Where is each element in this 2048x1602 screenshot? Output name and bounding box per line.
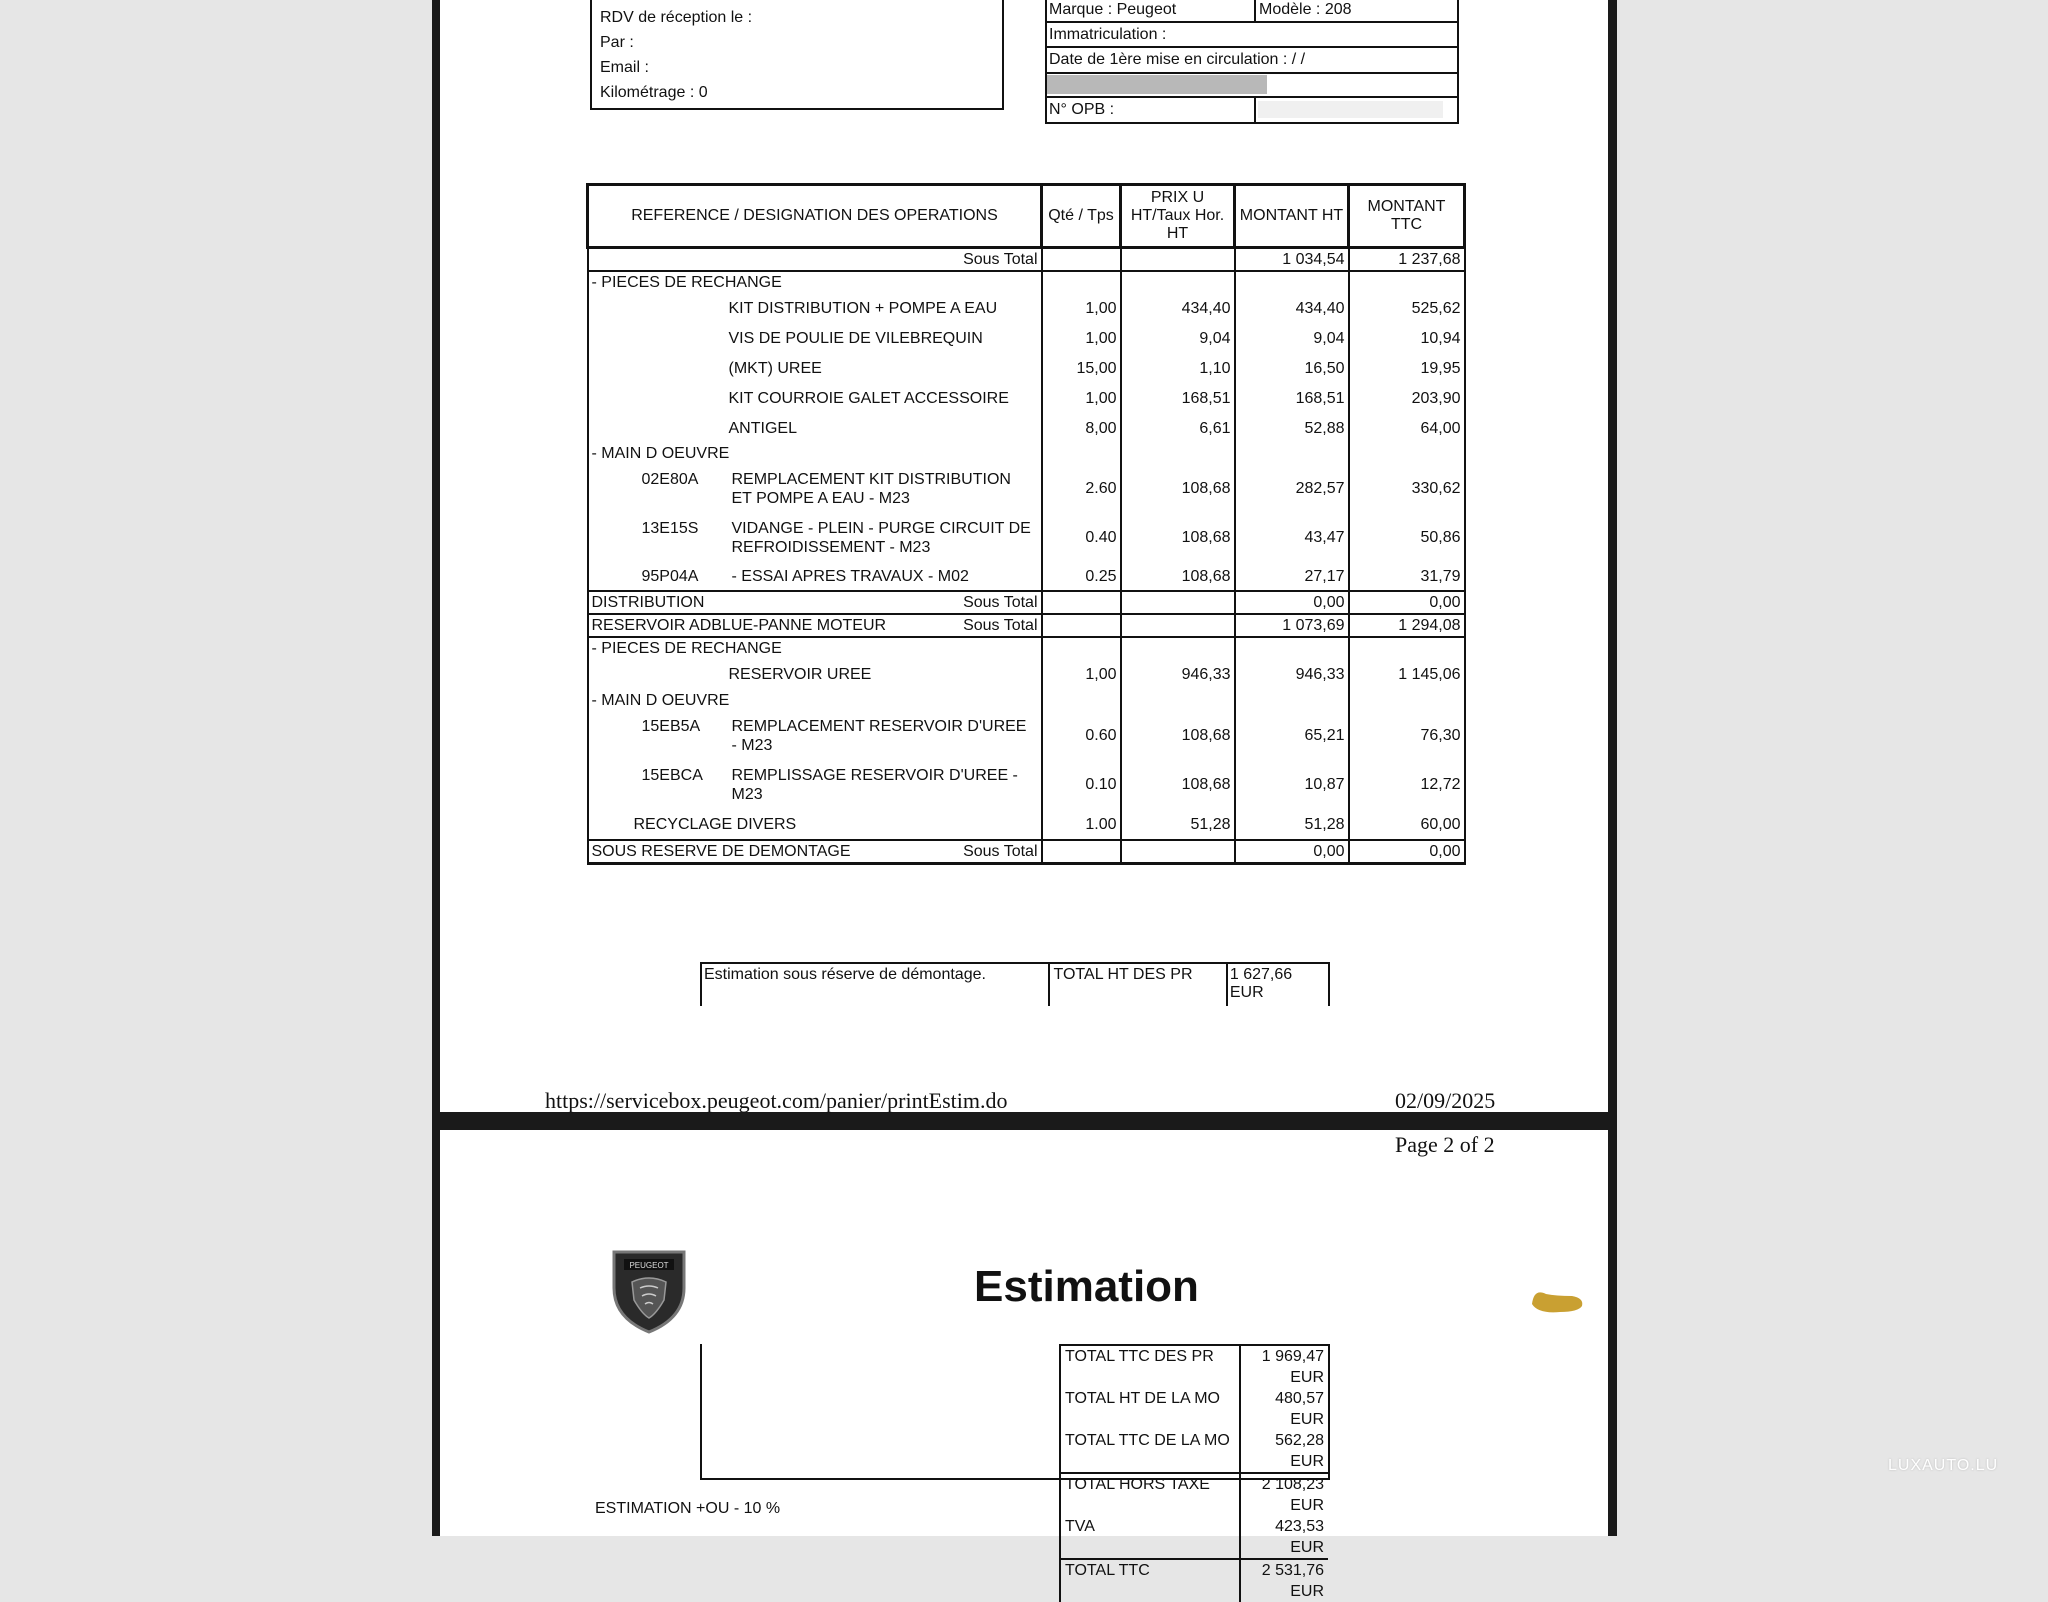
recyclage-ht: 51,28 [1235, 809, 1349, 840]
part-unit-price: 1,10 [1121, 353, 1235, 383]
labor-code: 15EBCA [641, 766, 703, 784]
part-ttc: 1 145,06 [1349, 659, 1465, 690]
total-ht-pr-value: 1 627,66 EUR [1229, 966, 1293, 1001]
part-name: VIS DE POULIE DE VILEBREQUIN [588, 323, 1042, 353]
recyclage-qty: 1.00 [1042, 809, 1121, 840]
section-label-row [588, 637, 1465, 659]
total-label: TOTAL HORS TAXE [1061, 1474, 1241, 1516]
part-ht: 434,40 [1235, 293, 1349, 323]
labor-qty: 0.10 [1042, 760, 1121, 809]
total-row [1061, 1388, 1328, 1430]
total-row [1061, 1516, 1328, 1558]
subtotal-label: Sous Total [963, 617, 1038, 634]
part-qty: 1,00 [1042, 293, 1121, 323]
total-value: 423,53 EUR [1275, 1518, 1324, 1556]
part-name: KIT COURROIE GALET ACCESSOIRE [588, 383, 1042, 413]
par-label: Par : [600, 34, 634, 51]
part-name: ANTIGEL [588, 413, 1042, 443]
adblue-ttc: 1 294,08 [1349, 614, 1465, 637]
subtotal-row [588, 591, 1465, 614]
part-qty: 8,00 [1042, 413, 1121, 443]
total-value: 1 969,47 EUR [1261, 1348, 1324, 1386]
subtotal-label: Sous Total [963, 594, 1038, 611]
table-row [588, 323, 1465, 353]
part-qty: 1,00 [1042, 323, 1121, 353]
part-ht: 16,50 [1235, 353, 1349, 383]
immatriculation-label: Immatriculation : [1047, 23, 1457, 48]
opb-redacted [1258, 101, 1443, 118]
labor-ttc: 12,72 [1349, 760, 1465, 809]
labor-ttc: 76,30 [1349, 711, 1465, 760]
pieces-label: - PIECES DE RECHANGE [588, 271, 1042, 293]
opb-label: N° OPB : [1047, 98, 1256, 122]
labor-code: 02E80A [641, 470, 699, 488]
table-row [588, 760, 1465, 809]
highlighter-mark [1526, 1282, 1588, 1318]
table-row [588, 562, 1465, 591]
header-qte: Qté / Tps [1042, 185, 1121, 248]
email-label: Email : [600, 59, 649, 76]
labor-ttc: 31,79 [1349, 562, 1465, 591]
table-row [588, 464, 1465, 513]
subtotal-ht: 1 034,54 [1235, 248, 1349, 272]
header-montant-ttc: MONTANT TTC [1349, 185, 1465, 248]
total-label: TOTAL TTC DE LA MO [1061, 1430, 1241, 1472]
part-ht: 168,51 [1235, 383, 1349, 413]
part-qty: 1,00 [1042, 659, 1121, 690]
part-ht: 52,88 [1235, 413, 1349, 443]
subtotal-label: Sous Total [963, 843, 1038, 860]
labor-rate: 108,68 [1121, 760, 1235, 809]
document-page-1 [440, 0, 1608, 1112]
subtotal-row [588, 840, 1465, 864]
labor-name: REMPLACEMENT RESERVOIR D'UREE - M23 [731, 717, 1027, 754]
vehicle-box [1045, 0, 1459, 124]
part-name: RESERVOIR UREE [588, 659, 1042, 690]
footer-date: 02/09/2025 [1395, 1088, 1496, 1113]
table-row [588, 413, 1465, 443]
total-row [1061, 1474, 1328, 1516]
section-label-row [588, 271, 1465, 293]
labor-ht: 43,47 [1235, 513, 1349, 562]
part-unit-price: 168,51 [1121, 383, 1235, 413]
labor-code: 13E15S [641, 519, 699, 537]
recyclage-name: RECYCLAGE DIVERS [588, 809, 1042, 840]
total-label: TOTAL HT DE LA MO [1061, 1388, 1241, 1430]
recyclage-ttc: 60,00 [1349, 809, 1465, 840]
part-unit-price: 9,04 [1121, 323, 1235, 353]
reception-box [590, 0, 1004, 110]
totals-box [700, 1344, 1330, 1600]
pieces-label: - PIECES DE RECHANGE [588, 637, 1042, 659]
adblue-ht: 1 073,69 [1235, 614, 1349, 637]
mo-label: - MAIN D OEUVRE [588, 690, 1042, 711]
mo-label: - MAIN D OEUVRE [588, 443, 1042, 464]
part-ht: 946,33 [1235, 659, 1349, 690]
reserve-label: SOUS RESERVE DE DEMONTAGE [591, 843, 851, 860]
marque-label: Marque : Peugeot [1047, 0, 1256, 21]
total-row [1061, 1430, 1328, 1472]
labor-qty: 2.60 [1042, 464, 1121, 513]
labor-rate: 108,68 [1121, 711, 1235, 760]
labor-rate: 108,68 [1121, 513, 1235, 562]
labor-name: REMPLISSAGE RESERVOIR D'UREE - M23 [731, 766, 1018, 803]
labor-qty: 0.60 [1042, 711, 1121, 760]
recyclage-rate: 51,28 [1121, 809, 1235, 840]
estimation-note: Estimation sous réserve de démontage. [702, 964, 1050, 1006]
estimation-summary-box [700, 962, 1330, 1006]
reserve-ttc: 0,00 [1349, 840, 1465, 864]
table-row [588, 353, 1465, 383]
labor-name: VIDANGE - PLEIN - PURGE CIRCUIT DE REFROIDISSEMENT - M23 [731, 519, 1031, 556]
part-ttc: 19,95 [1349, 353, 1465, 383]
table-row [588, 293, 1465, 323]
reserve-ht: 0,00 [1235, 840, 1349, 864]
totals-group-2 [1059, 1472, 1328, 1558]
subtotal-row [588, 248, 1465, 272]
date-circulation-label: Date de 1ère mise en circulation : / / [1047, 48, 1457, 74]
total-label: TOTAL TTC DES PR [1061, 1346, 1241, 1388]
total-row [1061, 1346, 1328, 1388]
labor-ttc: 330,62 [1349, 464, 1465, 513]
labor-qty: 0.40 [1042, 513, 1121, 562]
logo-text: PEUGEOT [629, 1261, 669, 1270]
estimation-margin-note: ESTIMATION +OU - 10 % [595, 1500, 781, 1517]
labor-rate: 108,68 [1121, 464, 1235, 513]
totals-group-1 [1059, 1344, 1328, 1472]
labor-code: 15EB5A [641, 717, 701, 735]
total-value: 480,57 EUR [1275, 1390, 1324, 1428]
section-label-row [588, 443, 1465, 464]
header-designation: REFERENCE / DESIGNATION DES OPERATIONS [588, 185, 1042, 248]
watermark: LUXAUTO.LU [1888, 1457, 1999, 1474]
total-ht-pr-label: TOTAL HT DES PR [1050, 964, 1228, 1006]
labor-name: - ESSAI APRES TRAVAUX - M02 [731, 567, 969, 585]
modele-label: Modèle : 208 [1259, 1, 1352, 18]
total-label: TOTAL TTC [1061, 1560, 1241, 1602]
labor-rate: 108,68 [1121, 562, 1235, 591]
part-qty: 15,00 [1042, 353, 1121, 383]
part-ht: 9,04 [1235, 323, 1349, 353]
labor-ht: 10,87 [1235, 760, 1349, 809]
total-value: 2 108,23 EUR [1261, 1476, 1324, 1514]
totals-group-3 [1059, 1558, 1328, 1602]
redacted-field [1047, 75, 1267, 94]
part-name: KIT DISTRIBUTION + POMPE A EAU [588, 293, 1042, 323]
labor-name: REMPLACEMENT KIT DISTRIBUTION ET POMPE A EAU - M23 [731, 470, 1011, 507]
subtotal-label: Sous Total [588, 248, 1042, 272]
part-ttc: 10,94 [1349, 323, 1465, 353]
part-unit-price: 434,40 [1121, 293, 1235, 323]
labor-ht: 282,57 [1235, 464, 1349, 513]
part-name: (MKT) UREE [588, 353, 1042, 383]
footer-url: https://servicebox.peugeot.com/panier/printEstim.do [545, 1088, 1008, 1113]
header-montant-ht: MONTANT HT [1235, 185, 1349, 248]
labor-ht: 27,17 [1235, 562, 1349, 591]
table-row [588, 809, 1465, 840]
labor-code: 95P04A [641, 567, 699, 585]
rdv-label: RDV de réception le : [600, 9, 753, 26]
part-ttc: 203,90 [1349, 383, 1465, 413]
subtotal-row [588, 614, 1465, 637]
table-row [588, 513, 1465, 562]
total-row [1061, 1560, 1328, 1602]
page2-title: Estimation [974, 1262, 1199, 1311]
table-row [588, 383, 1465, 413]
table-header-row [588, 185, 1465, 248]
operations-table [586, 183, 1466, 865]
labor-ht: 65,21 [1235, 711, 1349, 760]
section-label-row [588, 690, 1465, 711]
page-number: Page 2 of 2 [1395, 1132, 1495, 1157]
total-value: 562,28 EUR [1275, 1432, 1324, 1470]
header-prix-u: PRIX U HT/Taux Hor. HT [1121, 185, 1235, 248]
kilometrage-label: Kilométrage : 0 [600, 84, 708, 101]
distribution-label: DISTRIBUTION [591, 594, 705, 611]
subtotal-ttc: 1 237,68 [1349, 248, 1465, 272]
distribution-ttc: 0,00 [1349, 591, 1465, 614]
part-unit-price: 946,33 [1121, 659, 1235, 690]
distribution-ht: 0,00 [1235, 591, 1349, 614]
total-value: 2 531,76 EUR [1261, 1562, 1324, 1600]
part-ttc: 64,00 [1349, 413, 1465, 443]
document-page-2 [440, 1130, 1608, 1600]
table-row [588, 659, 1465, 690]
part-qty: 1,00 [1042, 383, 1121, 413]
table-row [588, 711, 1465, 760]
total-label: TVA [1061, 1516, 1241, 1558]
part-ttc: 525,62 [1349, 293, 1465, 323]
adblue-label: RESERVOIR ADBLUE-PANNE MOTEUR [591, 617, 887, 634]
labor-qty: 0.25 [1042, 562, 1121, 591]
labor-ttc: 50,86 [1349, 513, 1465, 562]
part-unit-price: 6,61 [1121, 413, 1235, 443]
peugeot-logo [610, 1248, 688, 1334]
